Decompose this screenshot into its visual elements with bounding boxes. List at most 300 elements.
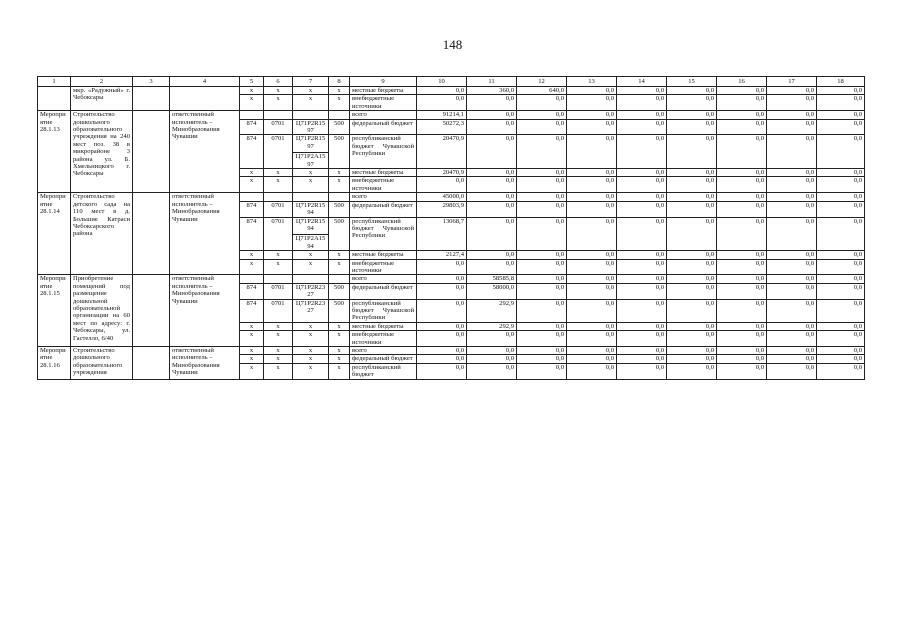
kbk-target-cell: [293, 193, 329, 201]
kbk-target-cell: [293, 119, 329, 135]
amount-cell: 0,0: [617, 322, 667, 330]
funding-source-cell: республиканский бюджет: [350, 363, 417, 379]
measure-title-cell: Строительство детского сада на 110 мест в д. Большие Катраси Чебоксарского района: [71, 193, 133, 275]
amount-cell: 0,0: [767, 135, 817, 169]
executor-cell: ответственный исполнитель – Минобразования Чувашии: [170, 347, 240, 380]
amount-cell: 0,0: [417, 283, 467, 299]
amount-cell: 360,0: [467, 87, 517, 95]
funding-source-cell: республиканский бюджет Чувашской Республики: [350, 217, 417, 251]
amount-cell: 0,0: [817, 259, 865, 275]
column-number: 6: [264, 77, 293, 87]
amount-cell: 0,0: [767, 87, 817, 95]
amount-cell: 0,0: [767, 201, 817, 217]
kbk-grbs-cell: x: [240, 251, 264, 259]
column-number: 7: [293, 77, 329, 87]
amount-cell: 0,0: [567, 283, 617, 299]
amount-cell: 0,0: [567, 217, 617, 251]
target-article-code: x: [308, 322, 313, 330]
amount-cell: 0,0: [717, 135, 767, 169]
amount-cell: 0,0: [617, 95, 667, 111]
amount-cell: 0,0: [817, 87, 865, 95]
kbk-target-cell: [293, 283, 329, 299]
amount-cell: 0,0: [567, 177, 617, 193]
amount-cell: 0,0: [667, 201, 717, 217]
measure-title-cell: Строительство дошкольного образовательного учреждения: [71, 347, 133, 380]
kbk-target-cell: [293, 87, 329, 95]
amount-cell: 0,0: [617, 275, 667, 283]
amount-cell: 0,0: [667, 119, 717, 135]
budget-table: [37, 76, 865, 380]
amount-cell: 292,9: [467, 299, 517, 322]
kbk-section-cell: x: [264, 331, 293, 347]
amount-cell: 0,0: [467, 111, 517, 119]
target-article-code: x: [308, 363, 313, 371]
amount-cell: 0,0: [617, 193, 667, 201]
amount-cell: 0,0: [567, 87, 617, 95]
amount-cell: 0,0: [717, 347, 767, 355]
amount-cell: 0,0: [817, 135, 865, 169]
page-number: 148: [442, 37, 463, 52]
column-number: 17: [767, 77, 817, 87]
amount-cell: 0,0: [467, 201, 517, 217]
funding-source-cell: всего: [350, 275, 417, 283]
kbk-expense-cell: 500: [329, 135, 350, 169]
amount-cell: 0,0: [467, 363, 517, 379]
amount-cell: 0,0: [767, 119, 817, 135]
empty-cell: [133, 111, 170, 193]
amount-cell: 0,0: [567, 193, 617, 201]
amount-cell: 0,0: [767, 111, 817, 119]
funding-source-cell: федеральный бюджет: [350, 283, 417, 299]
kbk-expense-cell: x: [329, 322, 350, 330]
target-article-code: x: [308, 95, 313, 103]
amount-cell: 0,0: [717, 299, 767, 322]
kbk-expense-cell: 500: [329, 299, 350, 322]
kbk-section-cell: x: [264, 363, 293, 379]
amount-cell: 0,0: [417, 355, 467, 363]
amount-cell: 0,0: [567, 331, 617, 347]
amount-cell: 0,0: [817, 201, 865, 217]
amount-cell: 0,0: [567, 322, 617, 330]
kbk-grbs-cell: x: [240, 259, 264, 275]
kbk-expense-cell: 500: [329, 201, 350, 217]
amount-cell: 0,0: [767, 275, 817, 283]
amount-cell: 0,0: [567, 169, 617, 177]
kbk-expense-cell: [329, 275, 350, 283]
empty-cell: [133, 275, 170, 347]
kbk-grbs-cell: x: [240, 177, 264, 193]
amount-cell: 0,0: [467, 217, 517, 251]
amount-cell: 0,0: [517, 251, 567, 259]
amount-cell: 0,0: [617, 135, 667, 169]
target-article-code: Ц71Р2R2327: [295, 299, 326, 314]
kbk-target-cell: [293, 347, 329, 355]
measure-title-cell: Приобретение помещений под размещение дошкольной образовательной организации на 60 мест по адресу: г. Чебоксары, ул. Гастелло, 6/40: [71, 275, 133, 347]
amount-cell: 0,0: [717, 177, 767, 193]
kbk-section-cell: [264, 111, 293, 119]
amount-cell: 0,0: [667, 135, 717, 169]
target-article-code: Ц71Р2R1594: [295, 217, 326, 232]
amount-cell: 0,0: [767, 299, 817, 322]
amount-cell: 0,0: [667, 111, 717, 119]
amount-cell: 0,0: [667, 322, 717, 330]
executor-cell: [170, 87, 240, 111]
amount-cell: 0,0: [417, 259, 467, 275]
kbk-grbs-cell: 874: [240, 217, 264, 251]
amount-cell: 0,0: [517, 275, 567, 283]
target-article-code: x: [308, 177, 313, 185]
kbk-expense-cell: x: [329, 169, 350, 177]
kbk-grbs-cell: 874: [240, 299, 264, 322]
amount-cell: 0,0: [467, 331, 517, 347]
kbk-target-cell: [293, 363, 329, 379]
amount-cell: 0,0: [817, 177, 865, 193]
amount-cell: 58585,8: [467, 275, 517, 283]
amount-cell: 0,0: [517, 283, 567, 299]
target-article-code-alt: Ц71Р2А1594: [293, 234, 328, 250]
funding-source-cell: внебюджетные источники: [350, 95, 417, 111]
amount-cell: 45000,0: [417, 193, 467, 201]
amount-cell: 0,0: [717, 87, 767, 95]
kbk-section-cell: x: [264, 251, 293, 259]
amount-cell: 0,0: [417, 87, 467, 95]
kbk-target-cell: [293, 322, 329, 330]
amount-cell: 0,0: [617, 363, 667, 379]
funding-source-cell: внебюджетные источники: [350, 259, 417, 275]
amount-cell: 0,0: [617, 87, 667, 95]
amount-cell: 0,0: [667, 355, 717, 363]
table-row: [38, 347, 865, 355]
kbk-section-cell: x: [264, 177, 293, 193]
kbk-target-cell: [293, 251, 329, 259]
amount-cell: 50272,3: [417, 119, 467, 135]
table-row: [38, 87, 865, 95]
amount-cell: 58000,0: [467, 283, 517, 299]
amount-cell: 0,0: [817, 251, 865, 259]
amount-cell: 0,0: [817, 119, 865, 135]
funding-source-cell: местные бюджеты: [350, 169, 417, 177]
amount-cell: 0,0: [567, 135, 617, 169]
kbk-expense-cell: x: [329, 95, 350, 111]
amount-cell: 0,0: [767, 355, 817, 363]
amount-cell: 0,0: [467, 169, 517, 177]
kbk-section-cell: x: [264, 347, 293, 355]
amount-cell: 0,0: [417, 95, 467, 111]
amount-cell: 0,0: [517, 119, 567, 135]
amount-cell: 0,0: [467, 177, 517, 193]
kbk-grbs-cell: [240, 193, 264, 201]
funding-source-cell: всего: [350, 193, 417, 201]
amount-cell: 0,0: [767, 217, 817, 251]
amount-cell: 0,0: [467, 347, 517, 355]
amount-cell: 0,0: [517, 299, 567, 322]
amount-cell: 20470,9: [417, 169, 467, 177]
amount-cell: 0,0: [567, 363, 617, 379]
funding-source-cell: республиканский бюджет Чувашской Республики: [350, 299, 417, 322]
amount-cell: 0,0: [817, 299, 865, 322]
amount-cell: 29803,9: [417, 201, 467, 217]
funding-source-cell: федеральный бюджет: [350, 201, 417, 217]
table-row: [38, 275, 865, 283]
amount-cell: 0,0: [467, 119, 517, 135]
amount-cell: 0,0: [617, 177, 667, 193]
target-article-code: Ц71Р2R1597: [295, 135, 326, 150]
kbk-target-cell: [293, 111, 329, 119]
amount-cell: 0,0: [817, 95, 865, 111]
amount-cell: 0,0: [617, 355, 667, 363]
kbk-grbs-cell: x: [240, 347, 264, 355]
amount-cell: 0,0: [767, 331, 817, 347]
amount-cell: 640,0: [517, 87, 567, 95]
funding-source-cell: внебюджетные источники: [350, 331, 417, 347]
kbk-expense-cell: x: [329, 363, 350, 379]
empty-cell: [133, 193, 170, 275]
kbk-grbs-cell: x: [240, 169, 264, 177]
amount-cell: 0,0: [517, 322, 567, 330]
table-row: [38, 111, 865, 119]
target-article-code: Ц71Р2R2327: [295, 283, 326, 299]
column-number: 5: [240, 77, 264, 87]
kbk-target-cell: [293, 259, 329, 275]
amount-cell: 0,0: [517, 355, 567, 363]
kbk-expense-cell: x: [329, 259, 350, 275]
target-article-code: x: [308, 87, 313, 94]
measure-number-cell: Мероприятие 28.1.15: [38, 275, 71, 347]
table-row: [38, 193, 865, 201]
kbk-target-cell: [293, 135, 329, 169]
kbk-grbs-cell: x: [240, 331, 264, 347]
amount-cell: 0,0: [567, 299, 617, 322]
amount-cell: 0,0: [767, 363, 817, 379]
amount-cell: 0,0: [617, 299, 667, 322]
target-article-code: Ц71Р2R1594: [295, 201, 326, 217]
measure-number-cell: Мероприятие 28.1.16: [38, 347, 71, 380]
amount-cell: 0,0: [767, 169, 817, 177]
column-number: 1: [38, 77, 71, 87]
kbk-grbs-cell: x: [240, 322, 264, 330]
amount-cell: 0,0: [717, 259, 767, 275]
target-article-code: x: [308, 347, 313, 354]
funding-source-cell: местные бюджеты: [350, 87, 417, 95]
amount-cell: 0,0: [817, 169, 865, 177]
amount-cell: 0,0: [417, 331, 467, 347]
kbk-grbs-cell: 874: [240, 201, 264, 217]
amount-cell: 0,0: [417, 299, 467, 322]
amount-cell: 0,0: [467, 259, 517, 275]
amount-cell: 0,0: [667, 251, 717, 259]
measure-title-cell: Строительство дошкольного образовательного учреждения на 240 мест поз. 38 в микрорайоне 3 района ул. Б. Хмельницкого г. Чебоксары: [71, 111, 133, 193]
amount-cell: 0,0: [567, 251, 617, 259]
column-number: 13: [567, 77, 617, 87]
amount-cell: 0,0: [617, 119, 667, 135]
amount-cell: 0,0: [717, 169, 767, 177]
kbk-section-cell: x: [264, 355, 293, 363]
amount-cell: 0,0: [667, 283, 717, 299]
kbk-expense-cell: [329, 193, 350, 201]
amount-cell: 0,0: [717, 95, 767, 111]
amount-cell: 0,0: [667, 347, 717, 355]
amount-cell: 0,0: [617, 347, 667, 355]
amount-cell: 0,0: [767, 259, 817, 275]
amount-cell: 0,0: [767, 95, 817, 111]
column-number: 12: [517, 77, 567, 87]
amount-cell: 0,0: [717, 331, 767, 347]
kbk-section-cell: 0701: [264, 201, 293, 217]
funding-source-cell: местные бюджеты: [350, 322, 417, 330]
amount-cell: 0,0: [617, 283, 667, 299]
kbk-section-cell: 0701: [264, 119, 293, 135]
amount-cell: 0,0: [767, 347, 817, 355]
amount-cell: 0,0: [817, 217, 865, 251]
kbk-expense-cell: x: [329, 251, 350, 259]
kbk-expense-cell: x: [329, 177, 350, 193]
amount-cell: 0,0: [817, 193, 865, 201]
column-number: 9: [350, 77, 417, 87]
amount-cell: 0,0: [467, 193, 517, 201]
amount-cell: 0,0: [517, 95, 567, 111]
amount-cell: 0,0: [567, 347, 617, 355]
kbk-expense-cell: x: [329, 347, 350, 355]
amount-cell: 91214,1: [417, 111, 467, 119]
kbk-section-cell: x: [264, 322, 293, 330]
amount-cell: 0,0: [517, 135, 567, 169]
amount-cell: 0,0: [617, 201, 667, 217]
kbk-expense-cell: 500: [329, 283, 350, 299]
amount-cell: 0,0: [567, 95, 617, 111]
kbk-expense-cell: 500: [329, 217, 350, 251]
column-number: 10: [417, 77, 467, 87]
amount-cell: 0,0: [817, 283, 865, 299]
amount-cell: 0,0: [817, 275, 865, 283]
amount-cell: 292,9: [467, 322, 517, 330]
kbk-section-cell: 0701: [264, 217, 293, 251]
executor-cell: ответственный исполнитель – Минобразования Чувашии: [170, 111, 240, 193]
empty-cell: [133, 347, 170, 380]
amount-cell: 0,0: [817, 322, 865, 330]
kbk-target-cell: [293, 299, 329, 322]
funding-source-cell: федеральный бюджет: [350, 119, 417, 135]
kbk-expense-cell: [329, 111, 350, 119]
target-article-code: x: [308, 331, 313, 339]
amount-cell: 0,0: [717, 363, 767, 379]
kbk-section-cell: 0701: [264, 135, 293, 169]
amount-cell: 0,0: [767, 193, 817, 201]
amount-cell: 0,0: [617, 169, 667, 177]
funding-source-cell: всего: [350, 111, 417, 119]
kbk-grbs-cell: x: [240, 87, 264, 95]
kbk-grbs-cell: x: [240, 363, 264, 379]
target-article-code: x: [308, 169, 313, 177]
kbk-section-cell: [264, 193, 293, 201]
funding-source-cell: внебюджетные источники: [350, 177, 417, 193]
kbk-section-cell: x: [264, 169, 293, 177]
amount-cell: 0,0: [517, 201, 567, 217]
amount-cell: 2127,4: [417, 251, 467, 259]
amount-cell: 0,0: [667, 95, 717, 111]
kbk-grbs-cell: [240, 275, 264, 283]
amount-cell: 13068,7: [417, 217, 467, 251]
kbk-grbs-cell: 874: [240, 119, 264, 135]
kbk-target-cell: [293, 217, 329, 251]
amount-cell: 0,0: [467, 355, 517, 363]
amount-cell: 0,0: [417, 177, 467, 193]
column-number: 18: [817, 77, 865, 87]
amount-cell: 0,0: [817, 355, 865, 363]
amount-cell: 0,0: [517, 347, 567, 355]
amount-cell: 0,0: [617, 331, 667, 347]
target-article-code: x: [308, 251, 313, 259]
kbk-section-cell: 0701: [264, 283, 293, 299]
amount-cell: 0,0: [717, 275, 767, 283]
amount-cell: 20470,9: [417, 135, 467, 169]
kbk-expense-cell: x: [329, 87, 350, 95]
kbk-grbs-cell: x: [240, 95, 264, 111]
amount-cell: 0,0: [767, 177, 817, 193]
funding-source-cell: республиканский бюджет Чувашской Республики: [350, 135, 417, 169]
amount-cell: 0,0: [717, 322, 767, 330]
column-number: 14: [617, 77, 667, 87]
amount-cell: 0,0: [817, 363, 865, 379]
amount-cell: 0,0: [667, 259, 717, 275]
column-number: 2: [71, 77, 133, 87]
amount-cell: 0,0: [567, 111, 617, 119]
kbk-target-cell: [293, 95, 329, 111]
amount-cell: 0,0: [517, 259, 567, 275]
amount-cell: 0,0: [567, 259, 617, 275]
kbk-target-cell: [293, 275, 329, 283]
table-body: [38, 77, 865, 380]
kbk-grbs-cell: 874: [240, 135, 264, 169]
kbk-section-cell: x: [264, 87, 293, 95]
funding-source-cell: всего: [350, 347, 417, 355]
amount-cell: 0,0: [517, 217, 567, 251]
kbk-section-cell: [264, 275, 293, 283]
amount-cell: 0,0: [667, 331, 717, 347]
amount-cell: 0,0: [517, 111, 567, 119]
amount-cell: 0,0: [667, 87, 717, 95]
amount-cell: 0,0: [667, 169, 717, 177]
column-number: 8: [329, 77, 350, 87]
amount-cell: 0,0: [667, 275, 717, 283]
column-number: 4: [170, 77, 240, 87]
empty-cell: [133, 87, 170, 111]
amount-cell: 0,0: [567, 355, 617, 363]
column-number: 3: [133, 77, 170, 87]
column-number: 16: [717, 77, 767, 87]
amount-cell: 0,0: [817, 111, 865, 119]
amount-cell: 0,0: [817, 331, 865, 347]
measure-number-cell: Мероприятие 28.1.14: [38, 193, 71, 275]
amount-cell: 0,0: [567, 275, 617, 283]
column-number-row: [38, 77, 865, 87]
kbk-section-cell: 0701: [264, 299, 293, 322]
amount-cell: 0,0: [417, 347, 467, 355]
amount-cell: 0,0: [417, 363, 467, 379]
kbk-grbs-cell: x: [240, 355, 264, 363]
amount-cell: 0,0: [667, 193, 717, 201]
measure-title-cell: мкр. «Радужный» г. Чебоксары: [71, 87, 133, 111]
amount-cell: 0,0: [517, 331, 567, 347]
amount-cell: 0,0: [617, 251, 667, 259]
amount-cell: 0,0: [467, 135, 517, 169]
amount-cell: 0,0: [667, 363, 717, 379]
amount-cell: 0,0: [567, 119, 617, 135]
amount-cell: 0,0: [667, 177, 717, 193]
kbk-section-cell: x: [264, 259, 293, 275]
amount-cell: 0,0: [717, 111, 767, 119]
amount-cell: 0,0: [617, 259, 667, 275]
amount-cell: 0,0: [417, 275, 467, 283]
